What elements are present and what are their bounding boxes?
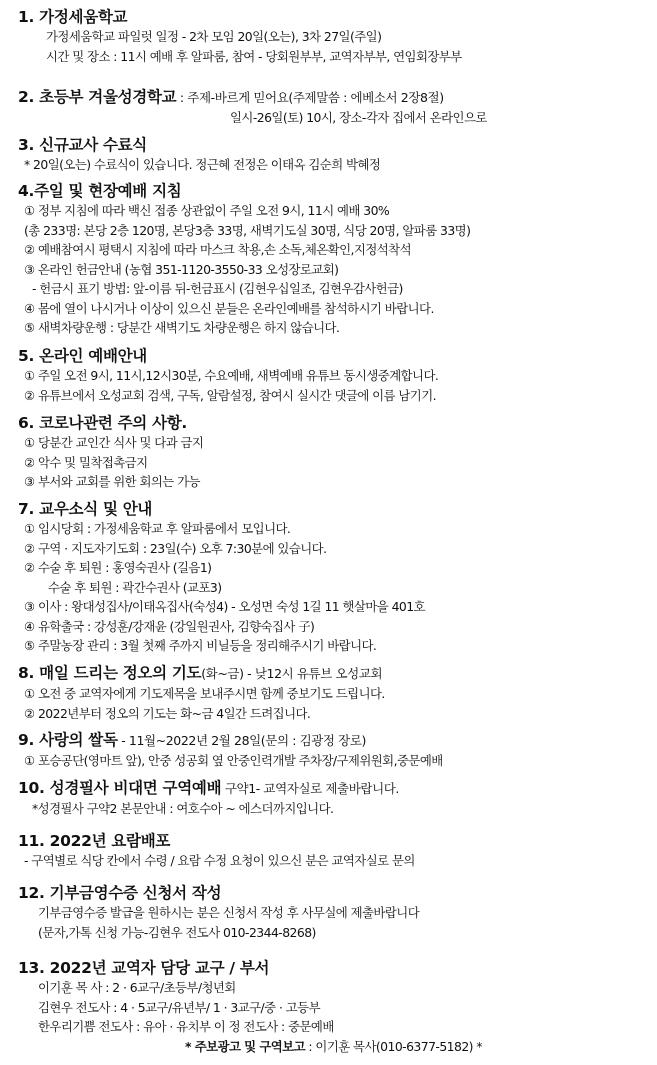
- text-line: ① 임시당회 : 가정세움학교 후 알파룸에서 모입니다.: [24, 521, 291, 536]
- text-line: 이기훈 목 사 : 2 · 6교구/초등부/청년회: [38, 980, 236, 995]
- text-line: ② 유튜브에서 오성교회 검색, 구독, 알람설정, 참여시 실시간 댓글에 이름 남기기.: [24, 387, 436, 403]
- section-4: [18, 181, 649, 338]
- section-title: 1. 가정세움학교: [18, 8, 128, 26]
- text-line: 수술 후 퇴원 : 곽간수권사 (교포3): [48, 579, 222, 595]
- text-line: 일시-26일(토) 10시, 장소-각자 집에서 온라인으로: [230, 110, 487, 125]
- section-title: 7. 교우소식 및 안내: [18, 500, 153, 518]
- text-line: * 20일(오는) 수료식이 있습니다. 정근혜 전정은 이태옥 김순희 박혜정: [24, 157, 381, 172]
- text-line: - 구역별로 식당 칸에서 수령 / 요람 수정 요청이 있으신 분은 교역자실로 문의: [24, 853, 415, 868]
- text-line: 김현우 전도사 : 4 · 5교구/유년부/ 1 · 3교구/중 · 고등부: [38, 999, 321, 1015]
- text-line: (문자,가톡 신청 가능-김현우 전도사 010-2344-8268): [38, 924, 316, 940]
- text-line: ③ 이사 : 왕대성집사/이태옥집사(숙성4) - 오성면 숙성 1길 11 햇살마을 401호: [24, 599, 425, 614]
- section-12: [18, 883, 649, 942]
- section-3: [18, 135, 649, 175]
- text-line: ① 오전 중 교역자에게 기도제목을 보내주시면 함께 중보기도 드립니다.: [24, 686, 385, 701]
- text-line: ① 당분간 교인간 식사 및 다과 금지: [24, 435, 204, 450]
- section-title: 13. 2022년 교역자 담당 교구 / 부서: [18, 959, 270, 977]
- text-line: (총 233명: 본당 2층 120명, 본당3층 33명, 새벽기도실 30명, 식당 20명, 알파룸 33명): [24, 222, 471, 238]
- section-title: 4.주일 및 현장예배 지침: [18, 182, 182, 200]
- section-title: 12. 기부금영수증 신청서 작성: [18, 884, 222, 902]
- text-line: ② 2022년부터 정오의 기도는 화~금 4일간 드려집니다.: [24, 705, 311, 721]
- section-title-extra: - 11월~2022년 2월 28일(문의 : 김광정 장로): [117, 733, 367, 748]
- section-2: [18, 87, 649, 128]
- text-line: ③ 온라인 헌금안내 (농협 351-1120-3550-33 오성장로교회): [24, 261, 339, 277]
- section-title: 2. 초등부 겨울성경학교 : 주제-바르게 믿어요(주제말씀 : 에베소서 2장8절): [18, 88, 444, 106]
- text-line: ⑤ 주말농장 관리 : 3월 첫째 주까지 비닐등을 정리해주시기 바랍니다.: [24, 638, 377, 653]
- text-line: 가정세움학교 파일럿 일정 - 2차 모임 20일(오는), 3차 27일(주일): [46, 29, 382, 44]
- text-line: ② 수술 후 퇴원 : 홍영숙권사 (길음1): [24, 560, 212, 575]
- text-line: ⑤ 새벽차량운행 : 당분간 새벽기도 차량운행은 하지 않습니다.: [24, 320, 340, 335]
- text-line: ④ 유학출국 : 강성훈/강재윤 (강일원권사, 김향숙집사 子): [24, 618, 315, 634]
- text-line: - 헌금시 표기 방법: 앞-이름 뒤-헌금표시 (김현우십일조, 김현우감사헌금): [32, 281, 403, 296]
- text-line: ③ 부서와 교회를 위한 회의는 가능: [24, 474, 200, 489]
- text-line: *성경필사 구약2 본문안내 : 여호수아 ~ 에스더까지입니다.: [32, 801, 334, 816]
- text-line: ④ 몸에 열이 나시거나 이상이 있으신 분들은 온라인예배를 참석하시기 바랍니다.: [24, 300, 434, 316]
- text-line: ① 포승공단(영마트 앞), 안중 성공회 옆 안중인력개발 주차장/구제위원회,중문예배: [24, 753, 443, 768]
- section-11: [18, 831, 649, 871]
- text-line: ② 구역 · 지도자기도회 : 23일(수) 오후 7:30분에 있습니다.: [24, 540, 327, 556]
- section-9: [18, 730, 649, 771]
- section-title-extra: 구약1- 교역자실로 제출바랍니다.: [221, 781, 399, 796]
- section-title: 6. 코로나관련 주의 사항.: [18, 414, 188, 432]
- text-line: 기부금영수증 발급을 원하시는 분은 신청서 작성 후 사무실에 제출바랍니다: [38, 905, 420, 920]
- text-line: 시간 및 장소 : 11시 예배 후 알파룸, 참여 - 당회원부부, 교역자부부, 연임회장부부: [46, 48, 462, 64]
- section-title-extra: : 주제-바르게 믿어요(주제말씀 : 에베소서 2장8절): [176, 90, 444, 105]
- section-13: [18, 958, 649, 1056]
- section-title: 9. 사랑의 쌀독 - 11월~2022년 2월 28일(문의 : 김광정 장로): [18, 731, 367, 749]
- text-line: ② 예배참여시 평택시 지침에 따라 마스크 착용,손 소독,체온확인,지정석착석: [24, 242, 412, 257]
- section-10: [18, 778, 649, 819]
- section-1: [18, 7, 649, 66]
- text-line: ① 정부 지침에 따라 백신 접종 상관없이 주일 오전 9시, 11시 예배 30%: [24, 203, 390, 218]
- section-8: [18, 663, 649, 723]
- text-line: 한우리기쁨 전도사 : 유아 · 유치부 이 정 전도사 : 중문예배: [38, 1019, 334, 1034]
- text-line: ② 악수 및 밀착접촉금지: [24, 454, 148, 470]
- section-title: 11. 2022년 요람배포: [18, 832, 171, 850]
- section-7: [18, 499, 649, 656]
- section-title: 8. 매일 드리는 정오의 기도(화~금) - 낮12시 유튜브 오성교회: [18, 664, 383, 682]
- section-5: [18, 346, 649, 405]
- section-title: 5. 온라인 예배안내: [18, 347, 147, 365]
- bulletin-footer: * 주보광고 및 구역보고 : 이기훈 목사(010-6377-5182) *: [185, 1038, 482, 1054]
- section-title-extra: (화~금) - 낮12시 유튜브 오성교회: [201, 666, 383, 681]
- section-6: [18, 413, 649, 492]
- section-title: 10. 성경필사 비대면 구역예배 구약1- 교역자실로 제출바랍니다.: [18, 779, 399, 797]
- section-title: 3. 신규교사 수료식: [18, 136, 147, 154]
- text-line: ① 주일 오전 9시, 11시,12시30분, 수요예배, 새벽예배 유튜브 동시생중계합니다.: [24, 368, 439, 383]
